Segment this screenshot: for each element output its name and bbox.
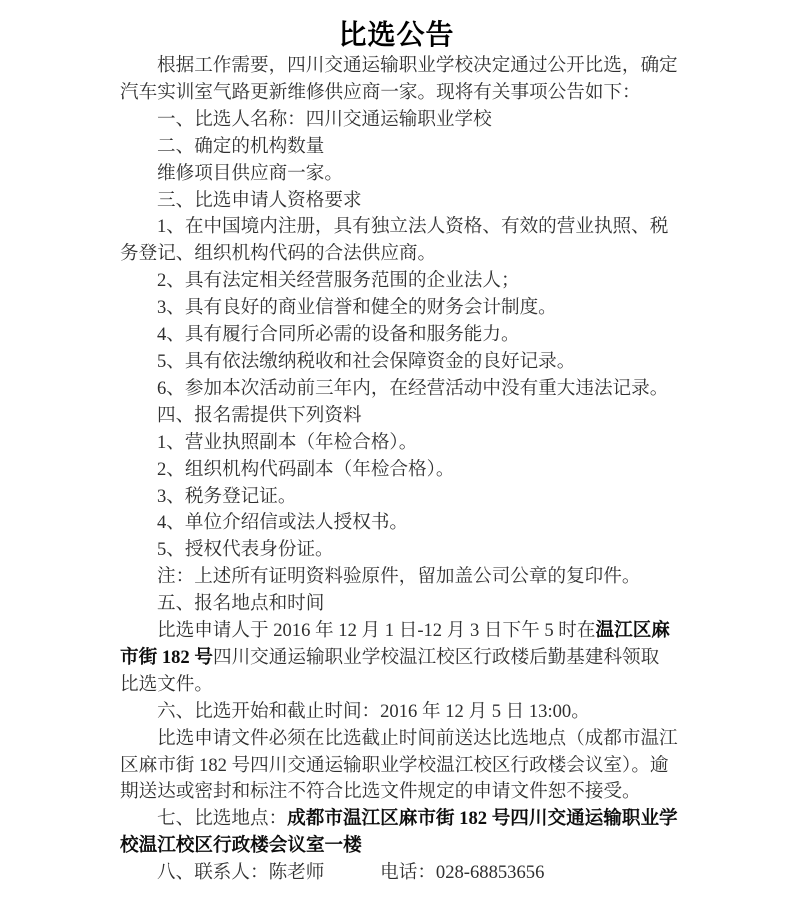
text-segment: 务登记、组织机构代码的合法供应商。 — [120, 243, 437, 265]
text-segment: 4、单位介绍信或法人授权书。 — [157, 512, 409, 534]
text-segment-bold: 温江区麻 — [595, 620, 670, 642]
text-segment: 根据工作需要，四川交通运输职业学校决定通过公开比选，确定 — [157, 55, 678, 76]
text-line — [120, 214, 680, 241]
text-segment: 2、组织机构代码副本（年检合格）。 — [157, 458, 455, 480]
text-line — [120, 833, 680, 860]
text-line — [120, 295, 680, 322]
text-segment: 比选申请人于 2016 年 12 月 1 日-12 月 3 日下午 5 时在 — [157, 620, 596, 642]
text-line — [120, 537, 680, 564]
text-segment: 一、比选人名称：四川交通运输职业学校 — [157, 108, 492, 130]
text-line — [120, 564, 680, 591]
text-line — [120, 80, 680, 107]
text-line — [120, 591, 680, 618]
text-line — [120, 699, 680, 726]
text-line — [120, 645, 680, 672]
text-line — [120, 860, 680, 887]
document-body — [120, 53, 680, 887]
document-title: 比选公告 — [338, 19, 455, 50]
text-segment: 注：上述所有证明资料验原件，留加盖公司公章的复印件。 — [157, 566, 641, 588]
text-line — [120, 484, 680, 511]
text-segment: 期送达或密封和标注不符合比选文件规定的申请文件恕不接受。 — [120, 781, 641, 803]
text-segment-bold: 成都市温江区麻市街 182 号四川交通运输职业学 — [287, 808, 678, 830]
text-segment: 二、确定的机构数量 — [157, 135, 325, 157]
text-segment: 3、具有良好的商业信誉和健全的财务会计制度。 — [157, 297, 557, 319]
text-line — [120, 268, 680, 295]
text-segment: 比选文件。 — [120, 673, 213, 695]
text-segment-bold: 市街 182 号 — [120, 646, 213, 668]
text-segment: 2、具有法定相关经营服务范围的企业法人； — [157, 270, 520, 292]
text-line — [120, 322, 680, 349]
text-segment: 七、比选地点： — [157, 808, 288, 830]
text-line — [120, 376, 680, 403]
text-segment: 5、授权代表身份证。 — [157, 539, 334, 561]
text-line — [120, 779, 680, 806]
text-segment: 维修项目供应商一家。 — [157, 162, 343, 184]
text-segment: 汽车实训室气路更新维修供应商一家。现将有关事项公告如下： — [120, 81, 641, 103]
text-line — [120, 349, 680, 376]
text-line — [120, 161, 680, 188]
text-segment: 区麻市街 182 号四川交通运输职业学校温江校区行政楼会议室）。逾 — [120, 754, 669, 776]
text-line — [120, 403, 680, 430]
text-line — [120, 134, 680, 161]
text-segment: 四川交通运输职业学校温江校区行政楼后勤基建科领取 — [212, 646, 660, 668]
text-segment: 6、参加本次活动前三年内，在经营活动中没有重大违法记录。 — [157, 377, 669, 399]
text-segment: 3、税务登记证。 — [157, 485, 297, 507]
text-line — [120, 430, 680, 457]
text-line — [120, 107, 680, 134]
text-segment: 1、营业执照副本（年检合格）。 — [157, 431, 418, 453]
text-segment: 1、在中国境内注册，具有独立法人资格、有效的营业执照、税 — [157, 216, 669, 238]
text-line — [120, 510, 680, 537]
text-line — [120, 241, 680, 268]
text-segment-bold: 校温江校区行政楼会议室一楼 — [120, 835, 362, 857]
text-line — [120, 806, 680, 833]
text-segment: 八、联系人：陈老师 电话：028-68853656 — [157, 862, 545, 884]
text-line — [120, 53, 680, 80]
text-line — [120, 726, 680, 753]
text-line — [120, 753, 680, 780]
text-segment: 三、比选申请人资格要求 — [157, 189, 362, 211]
text-line — [120, 618, 680, 645]
text-segment: 六、比选开始和截止时间：2016 年 12 月 5 日 13:00。 — [157, 700, 590, 722]
text-segment: 4、具有履行合同所必需的设备和服务能力。 — [157, 324, 520, 346]
text-segment: 5、具有依法缴纳税收和社会保障资金的良好记录。 — [157, 350, 576, 372]
text-line — [120, 188, 680, 215]
text-line — [120, 457, 680, 484]
text-segment: 四、报名需提供下列资料 — [157, 404, 362, 426]
text-line — [120, 672, 680, 699]
text-segment: 比选申请文件必须在比选截止时间前送达比选地点（成都市温江 — [157, 727, 678, 749]
text-segment: 五、报名地点和时间 — [157, 593, 325, 615]
